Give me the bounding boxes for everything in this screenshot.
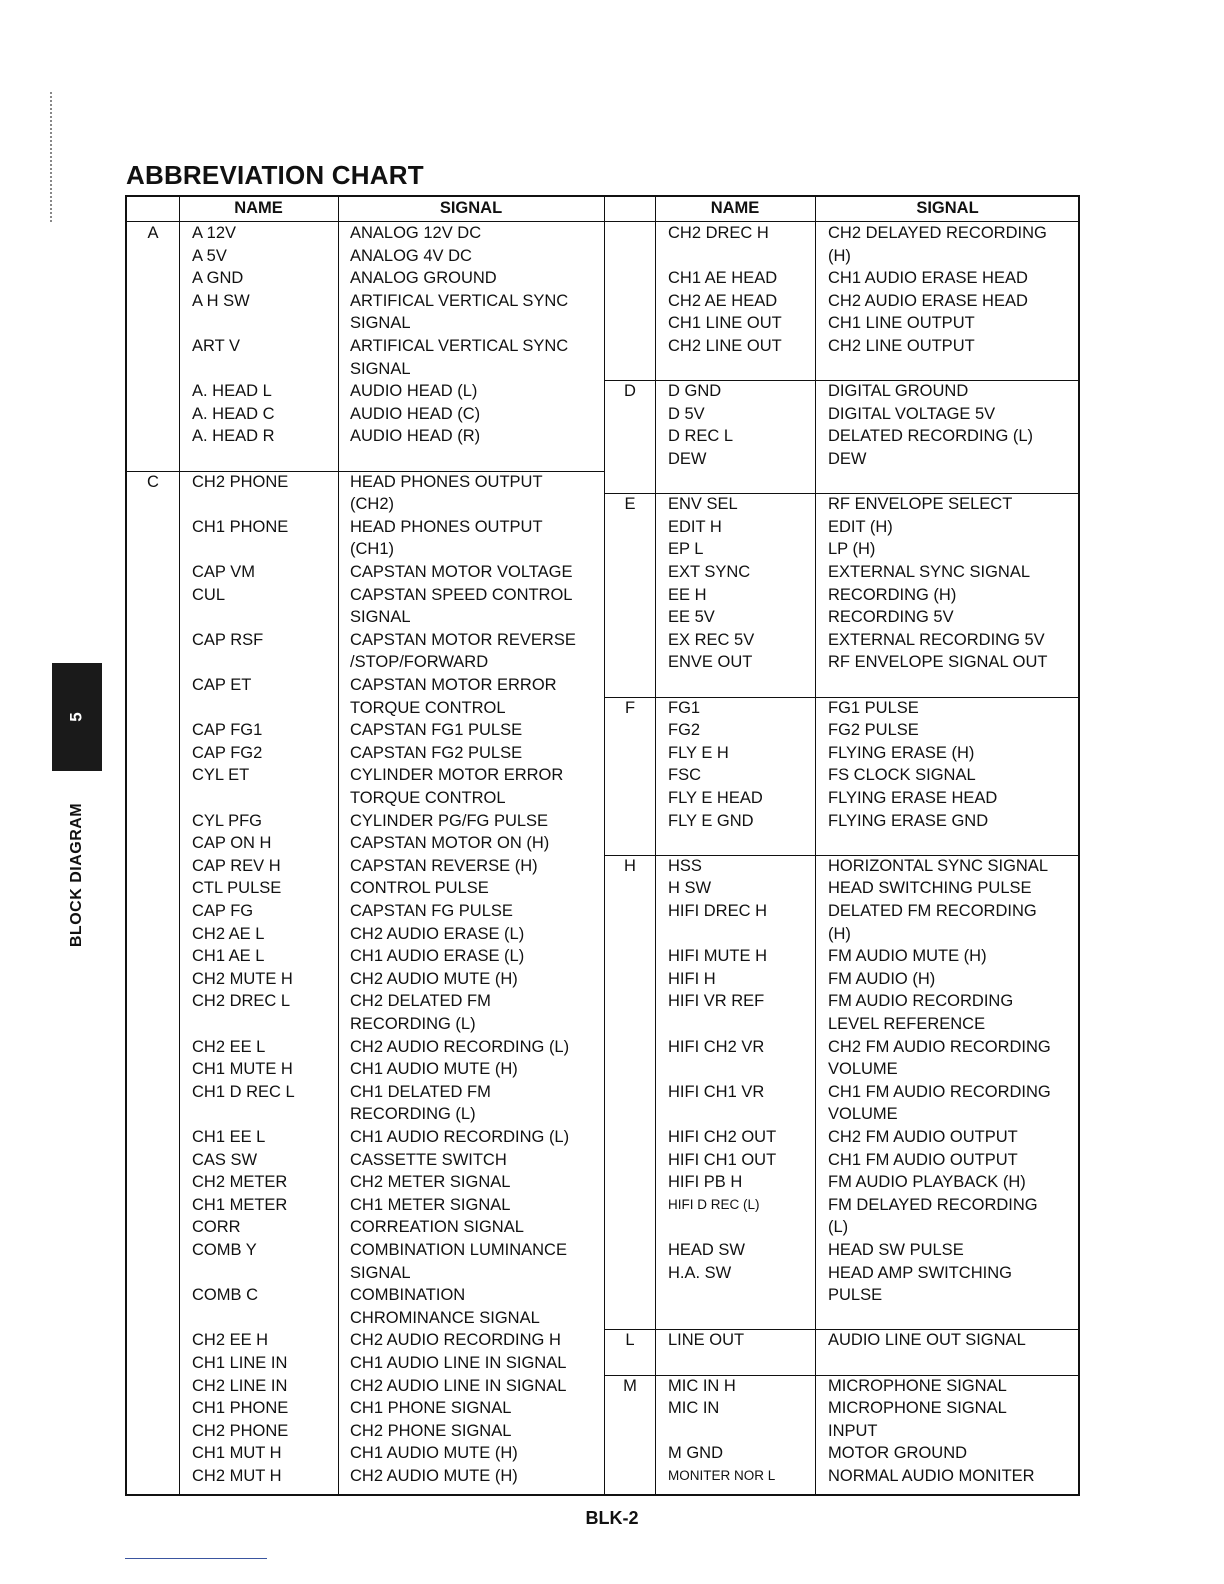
abbr-signal: RF ENVELOPE SELECT (828, 495, 1013, 514)
abbr-name: H.A. SW (668, 1263, 732, 1282)
abbr-signal: CH2 LINE OUTPUT (828, 337, 975, 355)
abbr-name: CAP FG1 (192, 721, 263, 740)
abbr-name: CH2 MUT H (192, 1467, 282, 1485)
abbr-signal: HEAD AMP SWITCHING (828, 1263, 1012, 1282)
abbr-signal: FLYING ERASE (H) (828, 743, 975, 762)
abbr-signal: FS CLOCK SIGNAL (828, 766, 976, 785)
abbr-signal: /STOP/FORWARD (350, 653, 489, 672)
abbr-name: FG1 (668, 698, 701, 717)
abbr-signal: RECORDING (L) (350, 1015, 476, 1033)
abbr-name: EX REC 5V (668, 630, 755, 649)
abbr-signal: CH1 PHONE SIGNAL (350, 1399, 512, 1418)
abbr-signal: CH1 METER SIGNAL (350, 1195, 511, 1214)
abbr-name: CH1 EE L (192, 1128, 266, 1146)
abbr-name: DEW (668, 450, 707, 468)
abbr-signal: CH1 AUDIO ERASE HEAD (828, 269, 1028, 288)
abbr-name: CAP RSF (192, 630, 264, 649)
abbr-name: FLY E HEAD (668, 789, 763, 807)
abbr-name: CH2 EE H (192, 1331, 269, 1350)
abbr-signal: SIGNAL (350, 1263, 411, 1282)
abbr-name: CH1 PHONE (192, 517, 289, 536)
abbr-name: CORR (192, 1218, 241, 1237)
abbr-signal: COMBINATION (350, 1286, 466, 1305)
abbr-signal: HEAD SWITCHING PULSE (828, 879, 1032, 898)
abbr-signal: EXTERNAL SYNC SIGNAL (828, 563, 1031, 581)
abbr-signal: CAPSTAN MOTOR ON (H) (350, 834, 550, 853)
abbr-name: D 5V (668, 404, 705, 423)
abbr-signal: ARTIFICAL VERTICAL SYNC (350, 337, 569, 355)
abbr-signal: CH1 AUDIO MUTE (H) (350, 1444, 518, 1463)
abbr-name: ART V (192, 337, 240, 355)
abbr-signal: FM AUDIO RECORDING (828, 992, 1014, 1011)
abbr-signal: CH1 FM AUDIO RECORDING (828, 1082, 1051, 1101)
abbr-name: EE 5V (668, 608, 715, 627)
abbr-signal: ANALOG GROUND (350, 269, 497, 288)
section-label-text: BLOCK DIAGRAM (68, 802, 85, 948)
abbr-signal: FG2 PULSE (828, 721, 919, 740)
abbr-name: MONITER NOR L (668, 1468, 776, 1483)
abbr-signal: (H) (828, 246, 851, 265)
abbr-signal: CAPSTAN REVERSE (H) (350, 856, 538, 875)
abbr-signal: (H) (828, 924, 851, 943)
abbr-signal: SIGNAL (350, 359, 411, 378)
abbr-signal: DIGITAL VOLTAGE 5V (828, 404, 996, 423)
abbr-signal: CH2 DELATED FM (350, 992, 491, 1011)
abbr-name: HIFI MUTE H (668, 947, 767, 966)
abbr-signal: CH2 DELAYED RECORDING (828, 224, 1047, 242)
abbr-signal: (CH2) (350, 495, 394, 514)
abbreviation-table (125, 195, 1080, 1496)
abbr-name: H SW (668, 879, 712, 898)
abbr-name: CTL PULSE (192, 879, 282, 898)
section-letter-c: C (147, 472, 159, 491)
abbr-signal: CAPSTAN MOTOR ERROR (350, 676, 557, 694)
abbr-signal: CASSETTE SWITCH (350, 1150, 507, 1169)
abbr-name: CAP VM (192, 563, 255, 581)
abbr-signal: RECORDING (H) (828, 585, 957, 604)
abbr-name: HIFI CH2 VR (668, 1037, 765, 1056)
abbr-signal: CH1 LINE OUTPUT (828, 314, 975, 333)
abbr-name: ENV SEL (668, 495, 738, 514)
abbr-name: FLY E GND (668, 811, 754, 830)
abbr-signal: MOTOR GROUND (828, 1444, 968, 1463)
header-name-left: NAME (234, 199, 283, 217)
abbr-name: A. HEAD L (192, 382, 272, 401)
abbr-name: COMB C (192, 1286, 258, 1305)
abbr-name: HIFI D REC (L) (668, 1196, 760, 1212)
abbr-name: CAP REV H (192, 856, 281, 875)
abbr-name: CH1 AE L (192, 947, 265, 966)
abbr-name: EP L (668, 540, 704, 559)
abbr-name: HIFI VR REF (668, 992, 765, 1011)
abbr-signal: PULSE (828, 1286, 883, 1305)
abbr-signal: CYLINDER MOTOR ERROR (350, 766, 564, 785)
abbr-name: CH1 MUT H (192, 1444, 282, 1463)
abbr-signal: VOLUME (828, 1105, 898, 1124)
abbr-name: CH1 PHONE (192, 1399, 289, 1418)
abbr-name: FSC (668, 766, 701, 785)
abbr-signal: CH2 AUDIO RECORDING (L) (350, 1037, 570, 1056)
abbr-signal: CAPSTAN MOTOR VOLTAGE (350, 563, 573, 581)
column-rule (338, 197, 339, 1494)
abbr-signal: RECORDING 5V (828, 608, 954, 627)
abbr-signal: CH1 DELATED FM (350, 1082, 491, 1101)
abbr-name: A. HEAD C (192, 404, 275, 423)
abbr-name: M GND (668, 1444, 723, 1463)
abbr-signal: HEAD SW PULSE (828, 1241, 964, 1259)
abbr-name: A. HEAD R (192, 427, 275, 446)
abbr-name: FG2 (668, 721, 701, 740)
abbr-signal: FM DELAYED RECORDING (828, 1195, 1038, 1214)
abbr-name: HIFI CH1 OUT (668, 1150, 777, 1169)
abbr-name: FLY E H (668, 743, 729, 762)
abbr-name: MIC IN H (668, 1376, 736, 1395)
column-rule (179, 197, 180, 1494)
abbr-signal: DIGITAL GROUND (828, 382, 969, 401)
abbr-name: CAP FG (192, 902, 254, 920)
abbr-signal: AUDIO HEAD (C) (350, 404, 481, 423)
abbr-name: CAP ON H (192, 834, 272, 853)
abbr-name: HSS (668, 856, 702, 875)
abbr-name: CH1 LINE OUT (668, 314, 782, 333)
abbr-signal: EDIT (H) (828, 517, 893, 536)
abbr-signal: VOLUME (828, 1060, 898, 1079)
abbr-signal: FM AUDIO (H) (828, 969, 936, 988)
abbr-signal: CH1 AUDIO ERASE (L) (350, 947, 525, 966)
section-letter-m: M (623, 1376, 637, 1395)
abbr-signal: DELATED FM RECORDING (828, 902, 1037, 920)
abbr-signal: CH2 AUDIO LINE IN SIGNAL (350, 1376, 567, 1395)
abbr-name: EE H (668, 585, 707, 604)
abbr-name: CH1 AE HEAD (668, 269, 778, 288)
abbr-signal: CH1 AUDIO RECORDING (L) (350, 1128, 570, 1146)
abbr-signal: NORMAL AUDIO MONITER (828, 1467, 1035, 1485)
abbr-name: CH2 MUTE H (192, 969, 293, 988)
abbr-signal: AUDIO HEAD (R) (350, 427, 481, 446)
abbr-signal: INPUT (828, 1421, 878, 1440)
abbr-signal: CAPSTAN MOTOR REVERSE (350, 630, 576, 649)
abbr-name: CUL (192, 585, 226, 604)
column-rule (655, 197, 656, 1494)
abbr-name: CH1 METER (192, 1195, 288, 1214)
header-name-right: NAME (710, 199, 760, 217)
abbr-signal: CH2 FM AUDIO OUTPUT (828, 1128, 1018, 1146)
abbr-name: CH2 AE L (192, 924, 265, 943)
abbr-name: CH2 LINE OUT (668, 337, 782, 355)
abbr-signal: CAPSTAN FG2 PULSE (350, 743, 523, 762)
abbr-signal: ARTIFICAL VERTICAL SYNC (350, 291, 569, 310)
abbr-name: CAP FG2 (192, 743, 263, 762)
abbr-name: CH2 PHONE (192, 472, 289, 491)
abbr-signal: EXTERNAL RECORDING 5V (828, 630, 1045, 649)
abbr-name: LINE OUT (668, 1331, 745, 1350)
abbr-name: A 12V (192, 224, 237, 242)
abbr-signal: CH2 PHONE SIGNAL (350, 1421, 512, 1440)
abbr-signal: CH2 AUDIO RECORDING H (350, 1331, 561, 1350)
abbr-signal: CAPSTAN SPEED CONTROL (350, 585, 573, 604)
abbr-signal: CH2 AUDIO MUTE (H) (350, 1467, 518, 1485)
section-number: 5 (67, 712, 86, 722)
abbr-signal: CHROMINANCE SIGNAL (350, 1308, 540, 1327)
abbr-name: A 5V (192, 246, 227, 265)
abbr-signal: HEAD PHONES OUTPUT (350, 517, 543, 536)
abbr-name: CH2 LINE IN (192, 1376, 288, 1395)
abbr-name: CYL ET (192, 766, 250, 785)
abbr-signal: DEW (828, 450, 867, 468)
abbr-signal: (CH1) (350, 540, 394, 559)
abbr-name: CH2 AE HEAD (668, 291, 778, 310)
abbr-name: CH1 MUTE H (192, 1060, 293, 1079)
abbr-signal: FM AUDIO PLAYBACK (H) (828, 1173, 1026, 1192)
section-letter-h: H (624, 856, 636, 875)
abbr-name: CH2 EE L (192, 1037, 266, 1056)
abbr-name: MIC IN (668, 1399, 720, 1418)
abbr-signal: TORQUE CONTROL (350, 789, 506, 807)
abbr-name: EDIT H (668, 517, 722, 536)
abbr-name: HIFI PB H (668, 1173, 743, 1192)
abbr-signal: CAPSTAN FG PULSE (350, 902, 513, 920)
abbr-name: CH2 DREC H (668, 224, 769, 242)
section-letter-a: A (147, 224, 159, 242)
abbr-signal: TORQUE CONTROL (350, 698, 506, 717)
abbr-signal: RF ENVELOPE SIGNAL OUT (828, 653, 1048, 672)
header-signal-left: SIGNAL (439, 199, 503, 217)
abbr-signal: FG1 PULSE (828, 698, 919, 717)
abbr-name: HIFI H (668, 969, 716, 988)
abbr-signal: ANALOG 12V DC (350, 224, 482, 242)
abbr-signal: AUDIO HEAD (L) (350, 382, 478, 401)
abbr-signal: FLYING ERASE GND (828, 811, 989, 830)
abbr-signal: CH2 AUDIO MUTE (H) (350, 969, 518, 988)
abbr-signal: RECORDING (L) (350, 1105, 476, 1124)
abbr-signal: MICROPHONE SIGNAL (828, 1399, 1007, 1418)
abbr-name: A H SW (192, 291, 250, 310)
section-letter-l: L (625, 1331, 635, 1350)
column-rule (815, 197, 816, 1494)
abbr-name: A GND (192, 269, 244, 288)
abbr-name: CH2 DREC L (192, 992, 291, 1011)
abbr-name: EXT SYNC (668, 563, 751, 581)
abbr-signal: CH1 AUDIO LINE IN SIGNAL (350, 1354, 567, 1372)
abbr-signal: LP (H) (828, 540, 876, 559)
abbr-signal: HORIZONTAL SYNC SIGNAL (828, 856, 1049, 875)
abbr-signal: CH1 FM AUDIO OUTPUT (828, 1150, 1018, 1169)
abbr-name: HIFI CH2 OUT (668, 1128, 777, 1146)
abbr-signal: ANALOG 4V DC (350, 246, 472, 265)
abbr-signal: CH2 AUDIO ERASE (L) (350, 924, 525, 943)
abbr-signal: CH1 AUDIO MUTE (H) (350, 1060, 518, 1079)
footer-rule (125, 1558, 267, 1559)
page-number: BLK-2 (585, 1508, 639, 1528)
section-letter-f: F (624, 698, 636, 717)
section-letter-e: E (624, 495, 636, 514)
abbr-name: COMB Y (192, 1241, 257, 1259)
section-label (62, 790, 92, 960)
abbr-signal: SIGNAL (350, 608, 411, 627)
abbr-name: CH2 PHONE (192, 1421, 289, 1440)
abbr-name: D GND (668, 382, 722, 401)
section-letter-d: D (624, 382, 636, 401)
abbr-signal: FLYING ERASE HEAD (828, 789, 998, 807)
abbr-signal: HEAD PHONES OUTPUT (350, 472, 543, 491)
margin-dots (50, 92, 54, 222)
abbr-name: D REC L (668, 427, 734, 446)
abbr-name: CH2 METER (192, 1173, 288, 1192)
abbr-name: HIFI DREC H (668, 902, 767, 920)
abbr-signal: SIGNAL (350, 314, 411, 333)
section-tab (52, 663, 102, 771)
abbr-signal: CH2 AUDIO ERASE HEAD (828, 291, 1028, 310)
abbr-name: CAS SW (192, 1150, 258, 1169)
abbr-signal: CAPSTAN FG1 PULSE (350, 721, 523, 740)
page-title: ABBREVIATION CHART (126, 160, 424, 190)
abbr-signal: CH2 FM AUDIO RECORDING (828, 1037, 1051, 1056)
abbr-signal: AUDIO LINE OUT SIGNAL (828, 1331, 1026, 1350)
abbr-name: CYL PFG (192, 811, 262, 830)
abbr-signal: (L) (828, 1218, 849, 1237)
abbr-signal: CH2 METER SIGNAL (350, 1173, 511, 1192)
abbr-name: CH1 LINE IN (192, 1354, 288, 1372)
abbr-signal: CYLINDER PG/FG PULSE (350, 811, 549, 830)
header-signal-right: SIGNAL (916, 199, 979, 217)
abbr-signal: FM AUDIO MUTE (H) (828, 947, 987, 966)
abbr-signal: CORREATION SIGNAL (350, 1218, 524, 1237)
abbr-name: ENVE OUT (668, 653, 753, 672)
abbr-signal: CONTROL PULSE (350, 879, 489, 898)
abbr-signal: DELATED RECORDING (L) (828, 427, 1034, 446)
abbr-signal: MICROPHONE SIGNAL (828, 1376, 1007, 1395)
abbr-signal: LEVEL REFERENCE (828, 1015, 986, 1033)
abbr-name: HIFI CH1 VR (668, 1082, 765, 1101)
abbr-name: CAP ET (192, 676, 252, 694)
abbr-signal: COMBINATION LUMINANCE (350, 1241, 567, 1259)
abbr-name: HEAD SW (668, 1241, 746, 1259)
abbr-name: CH1 D REC L (192, 1082, 295, 1101)
